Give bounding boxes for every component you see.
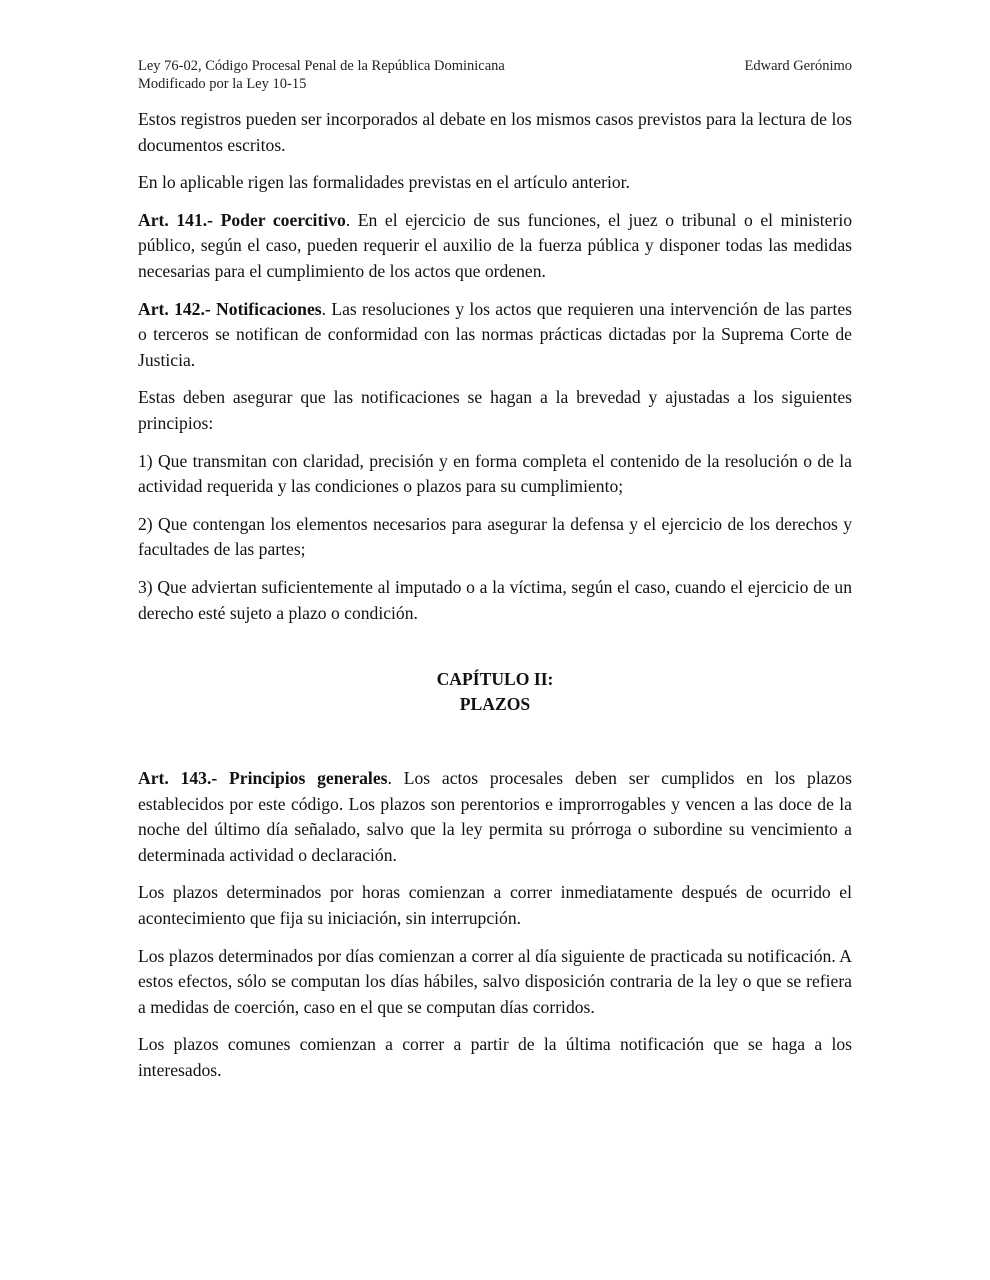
article-143: [138, 766, 852, 868]
list-item: 2) Que contengan los elementos necesarios para asegurar la defensa y el ejercicio de los derechos y facultades de las partes;: [138, 513, 852, 560]
paragraph: Estas deben asegurar que las notificaciones se hagan a la brevedad y ajustadas a los siguientes principios:: [138, 387, 852, 433]
page-header: [138, 57, 852, 93]
paragraph: Los plazos determinados por días comienzan a correr al día siguiente de practicada su notificación. A estos efectos, sólo se computan los días hábiles, salvo disposición contraria de la ley o que se refiera a medidas de coerción, caso en el que se computan días corridos.: [138, 945, 852, 1017]
paragraph: Los plazos comunes comienzan a correr a partir de la última notificación que se haga a los interesados.: [138, 1034, 852, 1081]
chapter-heading: [138, 667, 852, 717]
article-141: [138, 208, 852, 285]
document-page: [138, 57, 852, 1096]
chapter-number: CAPÍTULO II:: [436, 669, 554, 690]
paragraph: Los plazos determinados por horas comienzan a correr inmediatamente después de ocurrido el acontecimiento que fija su iniciación, sin interrupción.: [138, 882, 852, 929]
paragraph: Estos registros pueden ser incorporados al debate en los mismos casos previstos para la lectura de los documentos escritos.: [138, 109, 852, 155]
header-subtitle: Modificado por la Ley 10-15: [138, 76, 307, 92]
paragraph: En lo aplicable rigen las formalidades previstas en el artículo anterior.: [138, 172, 630, 193]
header-author: Edward Gerónimo: [744, 58, 852, 74]
article-heading: Art. 143.- Principios generales: [138, 768, 388, 789]
list-item: 3) Que adviertan suficientemente al imputado o a la víctima, según el caso, cuando el ejercicio de un derecho esté sujeto a plazo o condición.: [138, 576, 852, 623]
article-142: [138, 297, 852, 374]
chapter-name: PLAZOS: [459, 694, 531, 715]
article-body: . Los actos procesales deben ser cumplidos en los plazos establecidos por este código. Los plazos son perentorios e improrrogables y vencen a las doce de la noche del último día señalado, salvo que la ley permita su prórroga o subordine su vencimiento a determinada actividad o declaración.: [138, 768, 852, 865]
article-heading: Art. 142.- Notificaciones: [138, 298, 322, 319]
article-heading: Art. 141.- Poder coercitivo: [138, 209, 346, 230]
article-body: . En el ejercicio de sus funciones, el juez o tribunal o el ministerio público, según el caso, pueden requerir el auxilio de la fuerza pública y disponer todas las medidas necesarias para el cumplimiento de los actos que ordenen.: [138, 209, 853, 281]
article-body: . Las resoluciones y los actos que requieren una intervención de las partes o terceros se notifican de conformidad con las normas prácticas dictadas por la Suprema Corte de Justicia.: [138, 298, 852, 370]
header-title: Ley 76-02, Código Procesal Penal de la República Dominicana: [138, 58, 505, 74]
list-item: 1) Que transmitan con claridad, precisión y en forma completa el contenido de la resolución o de la actividad requerida y las condiciones o plazos para su cumplimiento;: [138, 450, 852, 497]
